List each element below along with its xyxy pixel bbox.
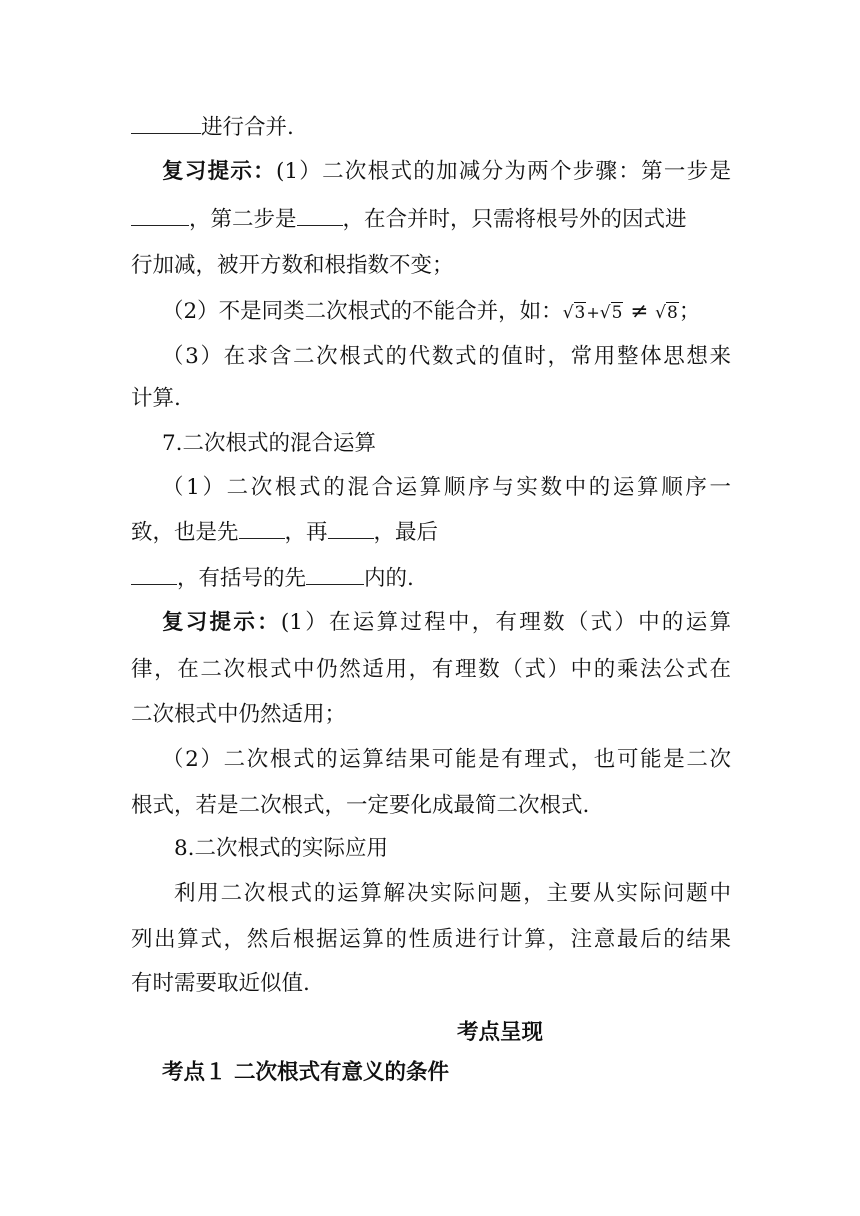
- text-line-10: [131, 518, 731, 548]
- text: 律，在二次根式中仍然适用，有理数（式）中的乘法公式在: [131, 657, 731, 682]
- text: （1）二次根式的混合运算顺序与实数中的运算顺序一: [162, 475, 731, 500]
- text-line-18: [174, 879, 731, 909]
- text: ，有括号的先: [177, 566, 307, 591]
- text-line-3: [131, 205, 731, 235]
- text-line-1: [131, 113, 731, 143]
- text-line-7: [131, 384, 731, 414]
- sqrt-symbol: √3: [562, 303, 586, 323]
- subsection-heading: [162, 1058, 762, 1088]
- sqrt-symbol: √8: [655, 303, 678, 323]
- text: ，再: [284, 520, 328, 545]
- fill-blank: [131, 207, 189, 226]
- text: （2）二次根式的运算结果可能是有理式，也可能是二次: [162, 747, 731, 772]
- text: 进行合并.: [201, 115, 294, 140]
- text-line-14: [131, 700, 731, 730]
- fill-blank: [131, 566, 177, 585]
- text-line-6: [162, 342, 731, 372]
- text: ；: [678, 299, 701, 324]
- review-tip-label: 复习提示：: [162, 610, 281, 635]
- heading-7: [162, 429, 762, 459]
- text: ，第二步是: [189, 207, 297, 232]
- text: ，最后: [373, 520, 439, 545]
- text: 根式，若是二次根式，一定要化成最简二次根式.: [131, 793, 590, 818]
- text: 考点１ 二次根式有意义的条件: [162, 1060, 449, 1085]
- text-line-9: [162, 473, 731, 503]
- text-line-12: [162, 608, 731, 638]
- heading-8: [174, 834, 774, 864]
- radicand: 8: [666, 303, 678, 323]
- text: ，在合并时，只需将根号外的因式进: [342, 207, 687, 232]
- fill-blank: [297, 207, 343, 226]
- plus-sign: +: [586, 303, 600, 322]
- text-line-20: [131, 969, 731, 999]
- radicand: 5: [611, 303, 623, 323]
- review-tip-label: 复习提示：: [162, 159, 276, 184]
- fill-blank: [306, 566, 364, 585]
- text: 7.二次根式的混合运算: [162, 431, 377, 456]
- text: (1）二次根式的加减分为两个步骤：第一步是: [275, 159, 731, 184]
- sqrt-symbol: √5: [599, 303, 623, 323]
- text-line-13: [131, 655, 731, 685]
- not-equal-sign: ≠: [630, 299, 649, 324]
- text: 有时需要取近似值.: [131, 971, 310, 996]
- text: 计算.: [131, 386, 181, 411]
- section-title: 考点呈现: [456, 1020, 543, 1045]
- text: （2）不是同类二次根式的不能合并，如：: [162, 299, 563, 324]
- text: 列出算式，然后根据运算的性质进行计算，注意最后的结果: [131, 927, 731, 952]
- radicand: 3: [574, 303, 586, 323]
- text-line-5: [162, 297, 731, 328]
- fill-blank: [239, 520, 285, 539]
- text-line-15: [162, 745, 731, 775]
- text: （3）在求含二次根式的代数式的值时，常用整体思想来: [162, 344, 731, 369]
- text: (1）在运算过程中，有理数（式）中的运算: [280, 610, 731, 635]
- fill-blank: [328, 520, 374, 539]
- text: 致，也是先: [131, 520, 239, 545]
- text: 8.二次根式的实际应用: [174, 836, 389, 861]
- text: 内的.: [364, 566, 414, 591]
- text-line-2: [162, 157, 731, 187]
- text: 利用二次根式的运算解决实际问题，主要从实际问题中: [174, 881, 731, 906]
- text-line-19: [131, 925, 731, 955]
- math-expression: [563, 299, 679, 324]
- text-line-11: [131, 564, 731, 594]
- text-line-4: [131, 251, 731, 281]
- text: 二次根式中仍然适用；: [131, 702, 347, 727]
- text-line-16: [131, 791, 731, 821]
- text: 行加减，被开方数和根指数不变；: [131, 253, 454, 278]
- fill-blank: [131, 115, 201, 134]
